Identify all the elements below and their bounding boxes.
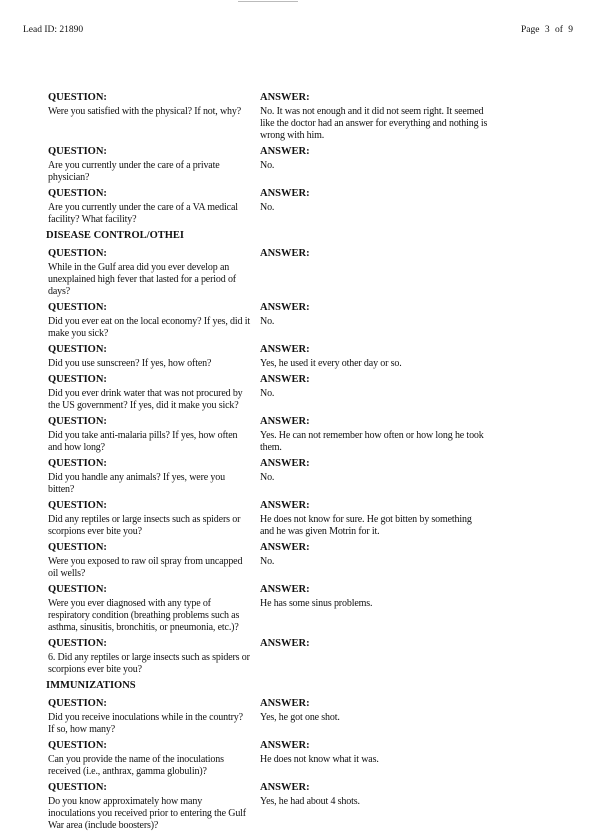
question-block bbox=[48, 458, 250, 496]
answer-block bbox=[260, 146, 488, 184]
question-label: QUESTION: bbox=[48, 782, 107, 793]
answer-text: No. bbox=[260, 316, 275, 327]
question-block bbox=[48, 500, 250, 538]
question-text: Were you exposed to raw oil spray from uncapped oil wells? bbox=[48, 556, 243, 579]
question-text: Do you know approximately how many inoculations you received prior to entering the Gulf War area (include boosters)? bbox=[48, 796, 246, 831]
qa-row bbox=[48, 416, 488, 454]
question-text: Did you ever eat on the local economy? If yes, did it make you sick? bbox=[48, 316, 250, 339]
qa-list bbox=[48, 92, 488, 836]
qa-row bbox=[48, 542, 488, 580]
question-label: QUESTION: bbox=[48, 188, 107, 199]
question-text: Are you currently under the care of a private physician? bbox=[48, 160, 220, 183]
question-label: QUESTION: bbox=[48, 302, 107, 313]
question-text: While in the Gulf area did you ever develop an unexplained high fever that lasted for a period of days? bbox=[48, 262, 236, 297]
question-label: QUESTION: bbox=[48, 416, 107, 427]
question-block bbox=[48, 740, 250, 778]
page-number: Page 3 of 9 bbox=[521, 25, 574, 35]
answer-block bbox=[260, 698, 488, 736]
question-block bbox=[48, 782, 250, 832]
question-block bbox=[48, 638, 250, 676]
question-block bbox=[48, 344, 250, 370]
section-heading-disease-control: DISEASE CONTROL/OTHEI bbox=[46, 230, 184, 241]
section-heading-immunizations: IMMUNIZATIONS bbox=[46, 680, 136, 691]
answer-label: ANSWER: bbox=[260, 248, 310, 259]
answer-block bbox=[260, 782, 488, 832]
qa-row bbox=[48, 698, 488, 736]
question-block bbox=[48, 542, 250, 580]
answer-block bbox=[260, 542, 488, 580]
answer-block bbox=[260, 740, 488, 778]
answer-text: No. bbox=[260, 388, 275, 399]
question-label: QUESTION: bbox=[48, 458, 107, 469]
answer-label: ANSWER: bbox=[260, 146, 310, 157]
question-block bbox=[48, 374, 250, 412]
answer-text: No. It was not enough and it did not seem right. It seemed like the doctor had an answer for everything and nothing is wrong with him. bbox=[260, 106, 488, 141]
answer-label: ANSWER: bbox=[260, 92, 310, 103]
qa-row bbox=[48, 584, 488, 634]
answer-block bbox=[260, 584, 488, 634]
question-label: QUESTION: bbox=[48, 146, 107, 157]
answer-block bbox=[260, 344, 488, 370]
answer-text: No. bbox=[260, 160, 275, 171]
qa-row bbox=[48, 92, 488, 142]
question-text: Did you use sunscreen? If yes, how often? bbox=[48, 358, 212, 369]
question-text: Did you receive inoculations while in the country? If so, how many? bbox=[48, 712, 243, 735]
question-text: Did any reptiles or large insects such as spiders or scorpions ever bite you? bbox=[48, 514, 241, 537]
qa-row bbox=[48, 458, 488, 496]
question-label: QUESTION: bbox=[48, 638, 107, 649]
question-label: QUESTION: bbox=[48, 698, 107, 709]
answer-text: He does not know what it was. bbox=[260, 754, 379, 765]
question-text: Were you satisfied with the physical? If not, why? bbox=[48, 106, 242, 117]
answer-label: ANSWER: bbox=[260, 500, 310, 511]
answer-block bbox=[260, 188, 488, 226]
answer-text: He has some sinus problems. bbox=[260, 598, 373, 609]
answer-label: ANSWER: bbox=[260, 416, 310, 427]
qa-row bbox=[48, 248, 488, 298]
question-block bbox=[48, 248, 250, 298]
answer-block bbox=[260, 248, 488, 298]
answer-text: Yes, he got one shot. bbox=[260, 712, 340, 723]
answer-label: ANSWER: bbox=[260, 740, 310, 751]
lead-id: Lead ID: 21890 bbox=[23, 25, 84, 35]
question-label: QUESTION: bbox=[48, 740, 107, 751]
answer-label: ANSWER: bbox=[260, 542, 310, 553]
question-label: QUESTION: bbox=[48, 584, 107, 595]
qa-row bbox=[48, 344, 488, 370]
question-text: Can you provide the name of the inoculations received (i.e., anthrax, gamma globulin)? bbox=[48, 754, 224, 777]
answer-label: ANSWER: bbox=[260, 698, 310, 709]
answer-block bbox=[260, 638, 488, 676]
question-block bbox=[48, 416, 250, 454]
qa-row bbox=[48, 188, 488, 226]
qa-row bbox=[48, 302, 488, 340]
qa-row bbox=[48, 500, 488, 538]
answer-text: Yes, he used it every other day or so. bbox=[260, 358, 402, 369]
scan-mark bbox=[238, 1, 298, 2]
qa-row bbox=[48, 374, 488, 412]
question-text: Did you ever drink water that was not procured by the US government? If yes, did it make you sick? bbox=[48, 388, 243, 411]
question-label: QUESTION: bbox=[48, 92, 107, 103]
answer-text: No. bbox=[260, 472, 275, 483]
question-label: QUESTION: bbox=[48, 542, 107, 553]
answer-label: ANSWER: bbox=[260, 188, 310, 199]
answer-label: ANSWER: bbox=[260, 302, 310, 313]
question-text: Are you currently under the care of a VA medical facility? What facility? bbox=[48, 202, 238, 225]
answer-block bbox=[260, 458, 488, 496]
answer-text: Yes, he had about 4 shots. bbox=[260, 796, 360, 807]
question-text: Did you handle any animals? If yes, were you bitten? bbox=[48, 472, 225, 495]
answer-label: ANSWER: bbox=[260, 374, 310, 385]
answer-label: ANSWER: bbox=[260, 584, 310, 595]
question-block bbox=[48, 584, 250, 634]
answer-block bbox=[260, 302, 488, 340]
qa-row bbox=[48, 146, 488, 184]
answer-block bbox=[260, 416, 488, 454]
question-block bbox=[48, 188, 250, 226]
answer-label: ANSWER: bbox=[260, 782, 310, 793]
answer-block bbox=[260, 374, 488, 412]
question-block bbox=[48, 302, 250, 340]
answer-label: ANSWER: bbox=[260, 458, 310, 469]
answer-block bbox=[260, 500, 488, 538]
answer-text: He does not know for sure. He got bitten by something and he was given Motrin for it. bbox=[260, 514, 472, 537]
qa-row bbox=[48, 638, 488, 676]
question-block bbox=[48, 92, 250, 142]
question-text: Did you take anti-malaria pills? If yes, how often and how long? bbox=[48, 430, 238, 453]
question-label: QUESTION: bbox=[48, 374, 107, 385]
question-text: Were you ever diagnosed with any type of respiratory condition (breathing problems such as asthma, sinusitis, bronchitis, or pneumonia, etc.)? bbox=[48, 598, 240, 633]
answer-label: ANSWER: bbox=[260, 638, 310, 649]
question-block bbox=[48, 146, 250, 184]
answer-label: ANSWER: bbox=[260, 344, 310, 355]
answer-text: No. bbox=[260, 556, 275, 567]
question-label: QUESTION: bbox=[48, 344, 107, 355]
question-block bbox=[48, 698, 250, 736]
question-label: QUESTION: bbox=[48, 500, 107, 511]
qa-row bbox=[48, 740, 488, 778]
answer-text: No. bbox=[260, 202, 275, 213]
answer-text: Yes. He can not remember how often or how long he took them. bbox=[260, 430, 484, 453]
answer-block bbox=[260, 92, 488, 142]
question-label: QUESTION: bbox=[48, 248, 107, 259]
qa-row bbox=[48, 782, 488, 832]
question-text: 6. Did any reptiles or large insects such as spiders or scorpions ever bite you? bbox=[48, 652, 250, 675]
